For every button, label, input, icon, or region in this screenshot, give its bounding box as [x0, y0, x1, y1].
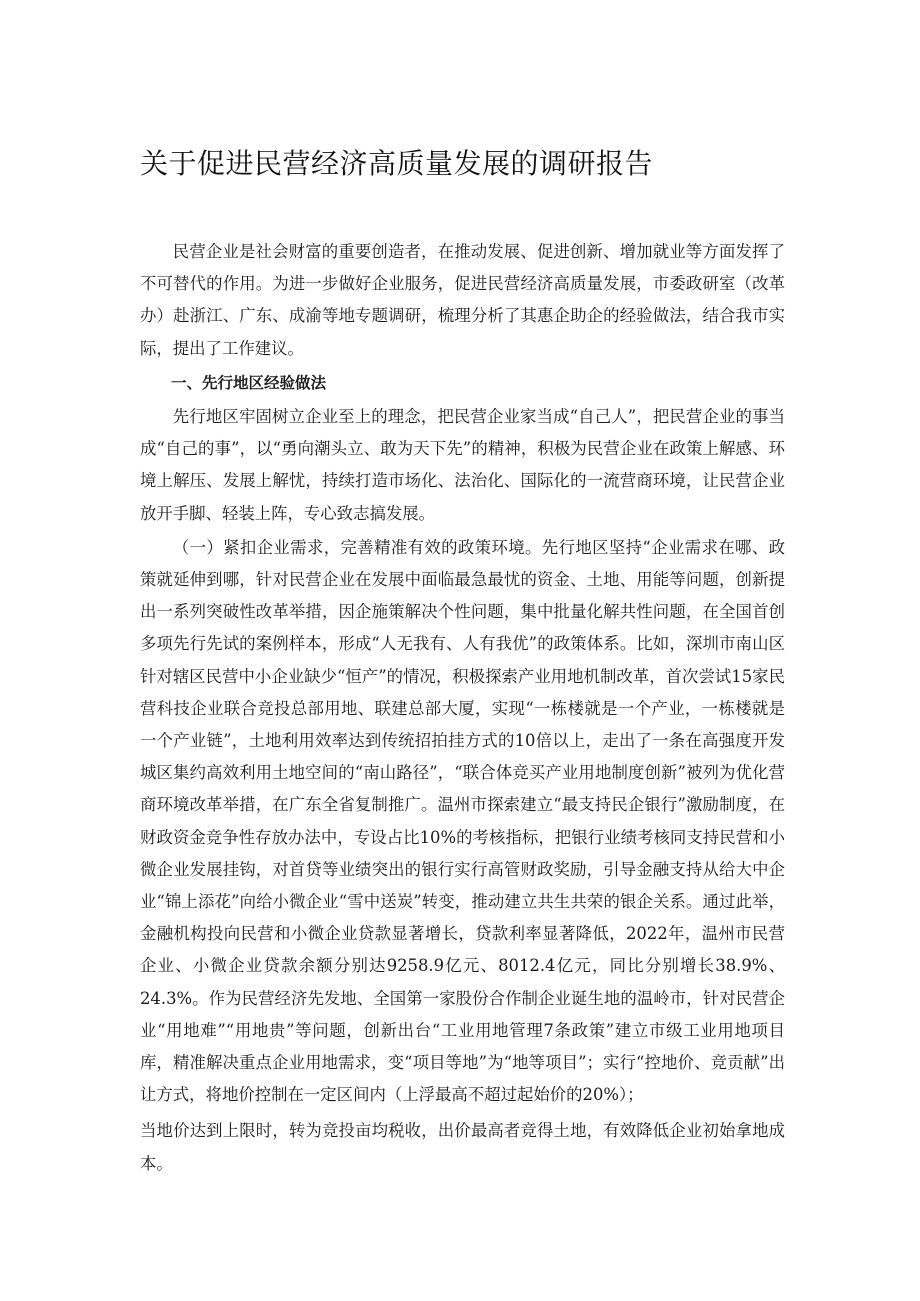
subsection-paragraph: （一）紧扣企业需求，完善精准有效的政策环境。先行地区坚持“企业需求在哪、政策就延伸到哪，针对民营企业在发展中面临最急最忧的资金、土地、用能等问题，创新提出一系列突破性改革举措，因企施策解决个性问题，集中批量化解共性问题，在全国首创多项先行先试的案例样本，形成“人无我有、人有我优”的政策体系。比如，深圳市南山区针对辖区民营中小企业缺少“恒产”的情况，积极探索产业用地机制改革，首次尝试15家民营科技企业联合竞投总部用地、联建总部大厦，实现“一栋楼就是一个产业，一栋楼就是一个产业链”，土地利用效率达到传统招拍挂方式的10倍以上，走出了一条在高强度开发城区集约高效利用土地空间的“南山路径”，“联合体竞买产业用地制度创新”被列为优化营商环境改革举措，在广东全省复制推广。温州市探索建立“最支持民企银行”激励制度，在财政资金竞争性存放办法中，专设占比10%的考核指标，把银行业绩考核同支持民营和小微企业发展挂钩，对首贷等业绩突出的银行实行高管财政奖励，引导金融支持从给大中企业“锦上添花”向给小微企业“雪中送炭”转变，推动建立共生共荣的银企关系。通过此举，金融机构投向民营和小微企业贷款显著增长，贷款利率显著降低，2022年，温州市民营企业、小微企业贷款余额分别达9258.9亿元、8012.4亿元，同比分别增长38.9%、24.3%。作为民营经济先发地、全国第一家股份合作制企业诞生地的温岭市，针对民营企业“用地难”“用地贵”等问题，创新出台“工业用地管理7条政策”建立市级工业用地项目库，精准解决重点企业用地需求，变“项目等地”为“地等项目”；实行“控地价、竞贡献”出让方式，将地价控制在一定区间内（上浮最高不超过起始价的20%）；: [140, 537, 785, 1105]
section-intro-paragraph: 先行地区牢固树立企业至上的理念，把民营企业家当成“自己人”，把民营企业的事当成“自己的事”，以“勇向潮头立、敢为天下先”的精神，积极为民营企业在政策上解感、环境上解压、发展上解忧，持续打造市场化、法治化、国际化的一流营商环境，让民营企业放开手脚、轻装上阵，专心致志搞发展。: [140, 407, 785, 523]
section-heading: 一、先行地区经验做法: [171, 373, 327, 392]
continuation-paragraph: 当地价达到上限时，转为竞投亩均税收，出价最高者竞得土地，有效降低企业初始拿地成本。: [140, 1121, 785, 1173]
document-title: 关于促进民营经济高质量发展的调研报告: [140, 147, 654, 180]
document-body: [140, 236, 785, 1180]
intro-paragraph: 民营企业是社会财富的重要创造者，在推动发展、促进创新、增加就业等方面发挥了不可替代的作用。为进一步做好企业服务，促进民营经济高质量发展，市委政研室（改革办）赴浙江、广东、成渝等地专题调研，梳理分析了其惠企助企的经验做法，结合我市实际，提出了工作建议。: [140, 242, 785, 358]
